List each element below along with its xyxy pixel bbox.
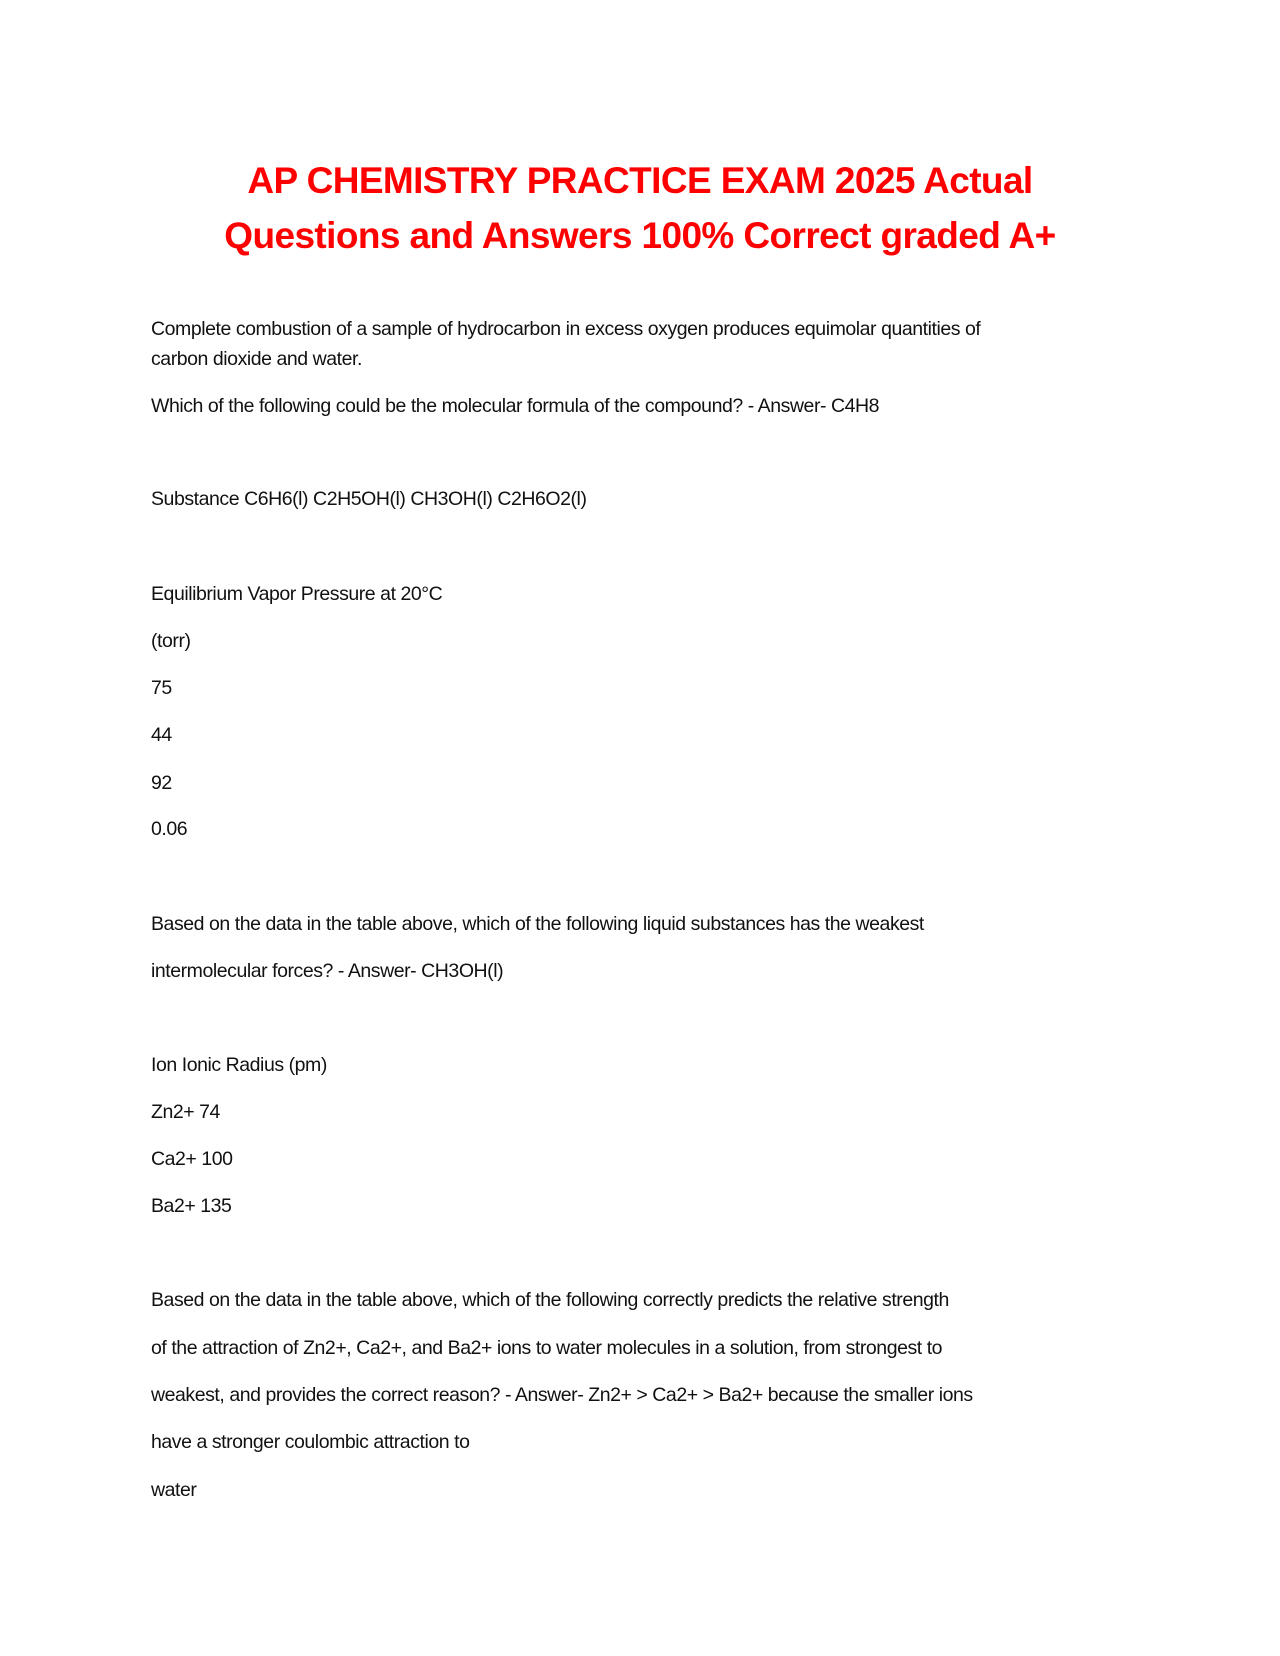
table-2-row: Zn2+ 74 <box>151 1101 220 1123</box>
table-1-value: 92 <box>151 772 172 794</box>
question-3-text: of the attraction of Zn2+, Ca2+, and Ba2+ ions to water molecules in a solution, from strongest to <box>151 1337 943 1359</box>
document-title-line-1: AP CHEMISTRY PRACTICE EXAM 2025 Actual <box>247 160 1033 201</box>
question-1-answer: Which of the following could be the molecular formula of the compound? - Answer- C4H8 <box>151 395 880 417</box>
table-1-value: 44 <box>151 724 172 746</box>
table-2-row: Ca2+ 100 <box>151 1148 233 1170</box>
question-3-answer: water <box>151 1479 197 1501</box>
table-2-row: Ba2+ 135 <box>151 1195 232 1217</box>
question-2-text: Based on the data in the table above, which of the following liquid substances has the weakest <box>151 913 924 935</box>
question-3-answer: weakest, and provides the correct reason? - Answer- Zn2+ > Ca2+ > Ba2+ because the smaller ions <box>151 1384 973 1406</box>
table-1-value: 75 <box>151 677 172 699</box>
question-2-answer: intermolecular forces? - Answer- CH3OH(l) <box>151 960 504 982</box>
table-1-label: Equilibrium Vapor Pressure at 20°C <box>151 583 443 605</box>
table-1-header: Substance C6H6(l) C2H5OH(l) CH3OH(l) C2H6O2(l) <box>151 488 587 510</box>
question-1-text: carbon dioxide and water. <box>151 348 362 370</box>
question-1-text: Complete combustion of a sample of hydrocarbon in excess oxygen produces equimolar quantities of <box>151 318 981 340</box>
question-3-answer: have a stronger coulombic attraction to <box>151 1431 470 1453</box>
document-title-line-2: Questions and Answers 100% Correct graded A+ <box>224 215 1056 256</box>
table-1-value: 0.06 <box>151 818 188 840</box>
table-2-header: Ion Ionic Radius (pm) <box>151 1054 327 1076</box>
table-1-unit: (torr) <box>151 630 191 652</box>
question-3-text: Based on the data in the table above, which of the following correctly predicts the relative strength <box>151 1289 949 1311</box>
